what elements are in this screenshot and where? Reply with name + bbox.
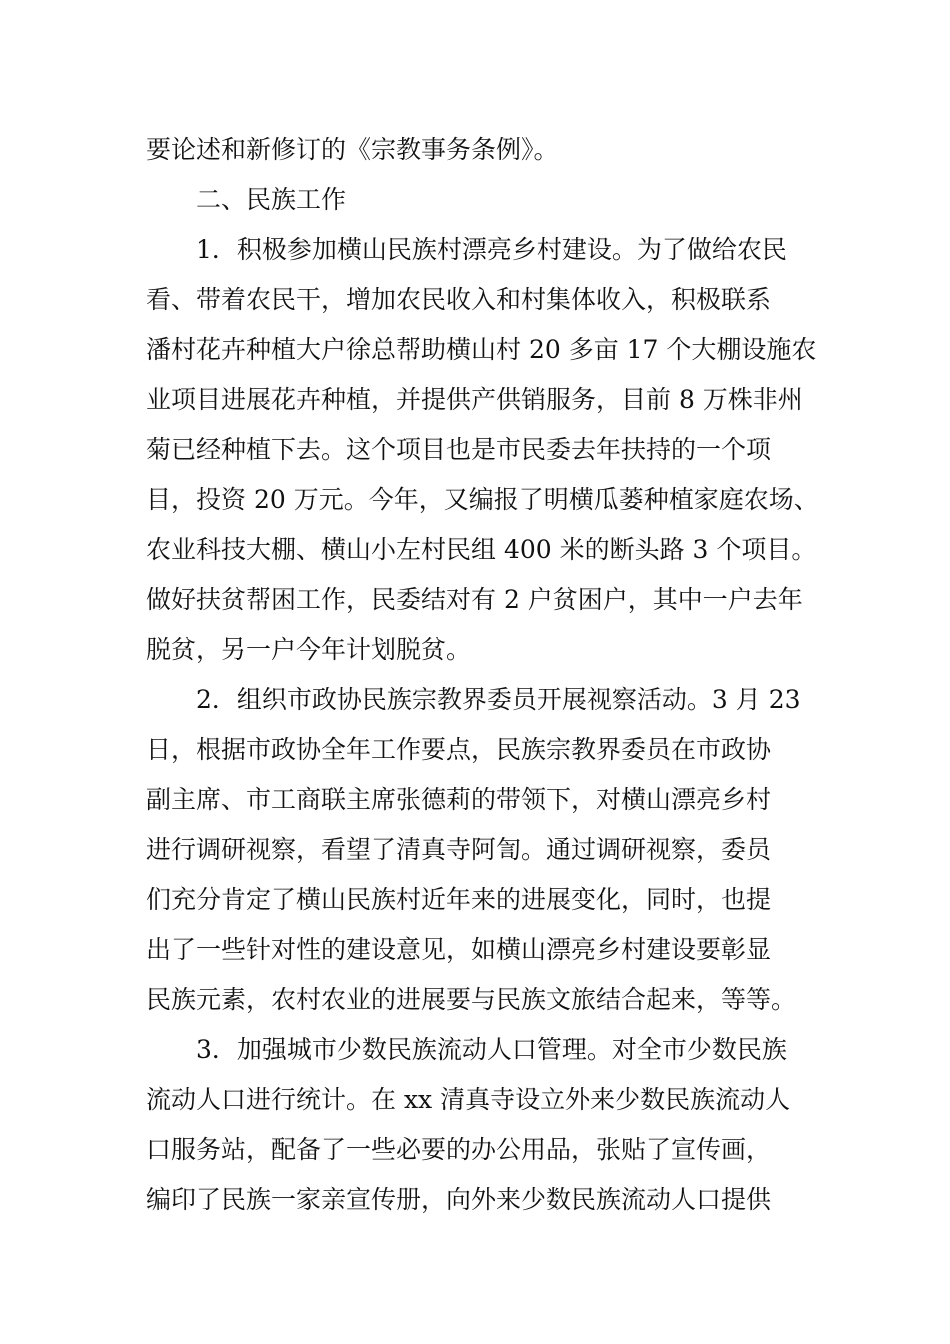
paragraph-2-line: 2．组织市政协民族宗教界委员开展视察活动。3 月 23 [196, 685, 801, 714]
paragraph-2-line: 进行调研视察，看望了清真寺阿訇。通过调研视察，委员 [146, 835, 772, 864]
paragraph-2-line: 副主席、市工商联主席张德莉的带领下，对横山漂亮乡村 [146, 785, 772, 814]
paragraph-1-line: 1．积极参加横山民族村漂亮乡村建设。为了做给农民 [196, 235, 787, 264]
paragraph-3-line: 口服务站，配备了一些必要的办公用品，张贴了宣传画， [146, 1135, 772, 1164]
paragraph-1-line: 农业科技大棚、横山小左村民组 400 米的断头路 3 个项目。 [146, 535, 817, 564]
paragraph-3-line: 编印了民族一家亲宣传册，向外来少数民族流动人口提供 [146, 1185, 772, 1214]
paragraph-1-line: 做好扶贫帮困工作，民委结对有 2 户贫困户，其中一户去年 [146, 585, 803, 614]
section-heading: 二、民族工作 [196, 185, 347, 214]
paragraph-1-line: 菊已经种植下去。这个项目也是市民委去年扶持的一个项 [146, 435, 772, 464]
paragraph-2-line: 出了一些针对性的建设意见，如横山漂亮乡村建设要彰显 [146, 935, 772, 964]
paragraph-3-line: 3．加强城市少数民族流动人口管理。对全市少数民族 [196, 1035, 787, 1064]
paragraph-2-line: 民族元素，农村农业的进展要与民族文旅结合起来，等等。 [146, 985, 797, 1014]
paragraph-1-line: 看、带着农民干，增加农民收入和村集体收入，积极联系 [146, 285, 772, 314]
paragraph-1-line: 目，投资 20 万元。今年，又编报了明横瓜蒌种植家庭农场、 [146, 485, 819, 514]
paragraph-3-line: 流动人口进行统计。在 xx 清真寺设立外来少数民族流动人 [146, 1085, 791, 1114]
paragraph-2-line: 们充分肯定了横山民族村近年来的进展变化，同时，也提 [146, 885, 772, 914]
paragraph-1-line: 脱贫，另一户今年计划脱贫。 [146, 635, 472, 664]
paragraph-2-line: 日，根据市政协全年工作要点，民族宗教界委员在市政协 [146, 735, 772, 764]
paragraph-1-line: 潘村花卉种植大户徐总帮助横山村 20 多亩 17 个大棚设施农 [146, 335, 817, 364]
text-line: 要论述和新修订的《宗教事务条例》。 [146, 135, 559, 164]
paragraph-1-line: 业项目进展花卉种植，并提供产供销服务，目前 8 万株非州 [146, 385, 803, 414]
